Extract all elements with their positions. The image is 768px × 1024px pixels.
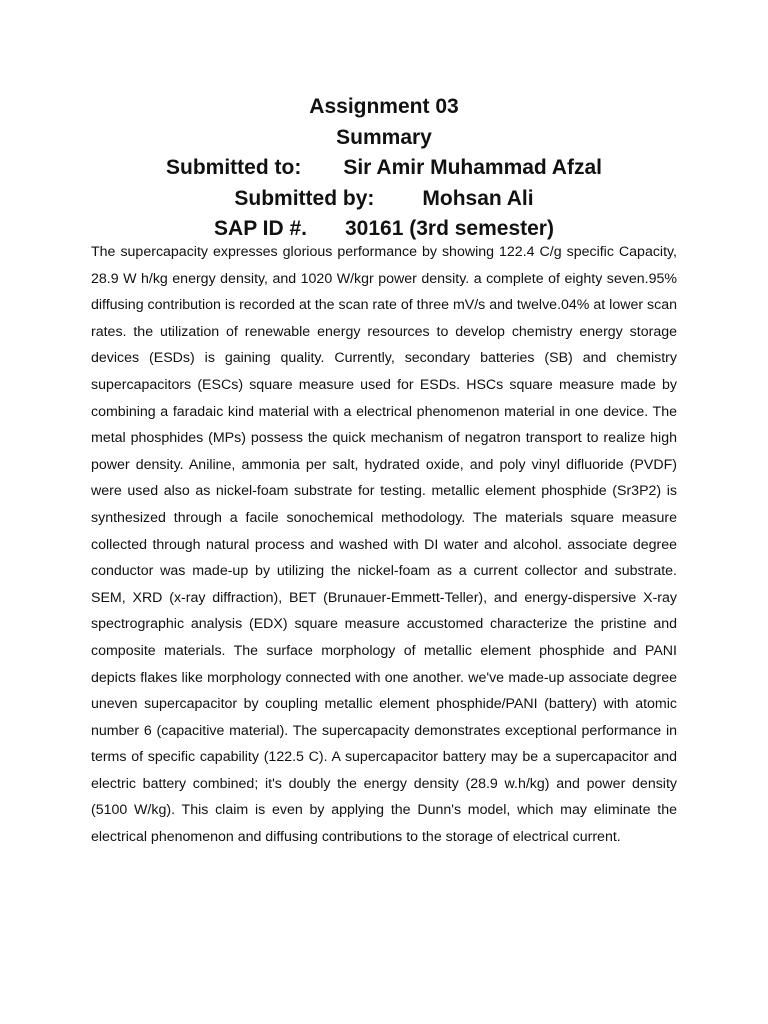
summary-heading: Summary bbox=[336, 125, 432, 149]
summary-paragraph: The supercapacity expresses glorious performance by showing 122.4 C/g specific Capacity, 28.9 W h/kg energy density, and 1020 W/kgr power density. a complete of eighty seven.95% diffusing contribution is recorded at the scan rate of three mV/s and twelve.04% at lower scan rates. the utilization of renewable energy resources to develop chemistry energy storage devices (ESDs) is gaining quality. Currently, secondary batteries (SB) and chemistry supercapacitors (ESCs) square measure used for ESDs. HSCs square measure made by combining a faradaic kind material with a electrical phenomenon material in one device. The metal phosphides (MPs) possess the quick mechanism of negatron transport to realize high power density. Aniline, ammonia per salt, hydrated oxide, and poly vinyl difluoride (PVDF) were used also as nickel-foam substrate for testing. metallic element phosphide (Sr3P2) is synthesized through a facile sonochemical methodology. The materials square measure collected through natural process and washed with DI water and alcohol. associate degree conductor was made-up by utilizing the nickel-foam as a current collector and substrate. SEM, XRD (x-ray diffraction), BET (Brunauer-Emmett-Teller), and energy-dispersive X-ray spectrographic analysis (EDX) square measure accustomed characterize the pristine and composite materials. The surface morphology of metallic element phosphide and PANI depicts flakes like morphology connected with one another. we've made-up associate degree uneven supercapacitor by coupling metallic element phosphide/PANI (battery) with atomic number 6 (capacitive material). The supercapacity demonstrates exceptional performance in terms of specific capability (122.5 C). A supercapacitor battery may be a supercapacitor and electric battery combined; it's doubly the energy density (28.9 w.h/kg) and power density (5100 W/kg). This claim is even by applying the Dunn's model, which may eliminate the electrical phenomenon and diffusing contributions to the storage of electrical current. bbox=[91, 244, 677, 846]
assignment-title: Assignment 03 bbox=[309, 95, 459, 118]
submitted-to-label: Submitted to: bbox=[166, 156, 302, 179]
submitted-by-line bbox=[0, 184, 768, 215]
submitted-by-label: Submitted by: bbox=[234, 186, 375, 210]
submitted-to-value: Sir Amir Muhammad Afzal bbox=[343, 156, 602, 179]
sap-id-value: 30161 (3rd semester) bbox=[345, 217, 554, 240]
submitted-by-value: Mohsan Ali bbox=[422, 186, 534, 210]
submitted-to-line bbox=[0, 153, 768, 184]
sap-id-label: SAP ID #. bbox=[214, 217, 307, 240]
document-header bbox=[0, 92, 768, 245]
